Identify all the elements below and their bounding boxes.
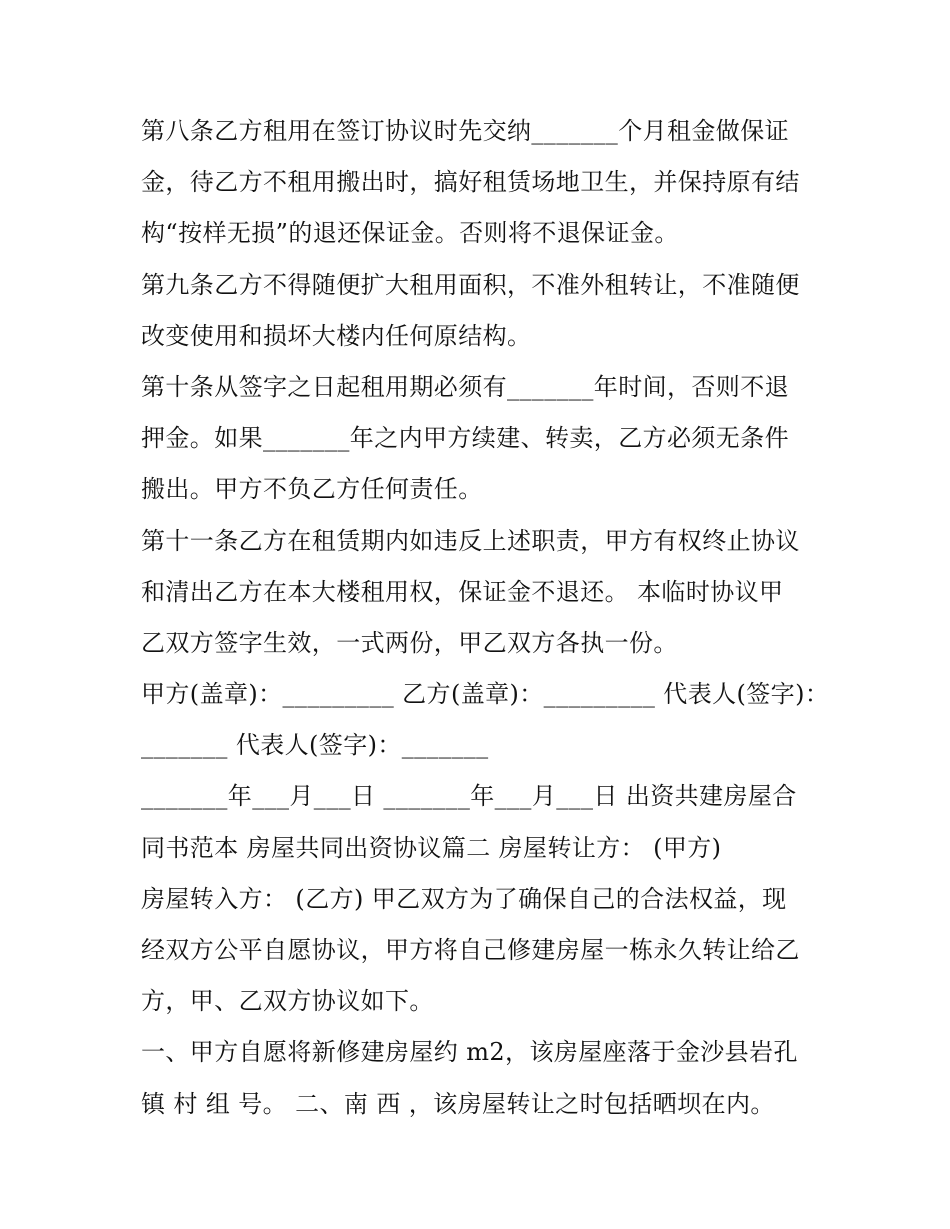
text-line: 乙双方签字生效，一式两份，甲乙双方各执一份。 xyxy=(141,628,678,657)
text-line: 一、甲方自愿将新修建房屋约 m2，该房屋座落于金沙县岩孔 xyxy=(141,1038,798,1067)
document-body xyxy=(141,106,830,1130)
text-line: 房屋转入方： (乙方) 甲乙双方为了确保自己的合法权益，现 xyxy=(141,884,787,913)
text-line: 甲方(盖章)：_________ 乙方(盖章)：_________ 代表人(签字)： xyxy=(141,680,830,709)
text-line: 改变使用和损坏大楼内任何原结构。 xyxy=(141,321,532,350)
text-line: 第十一条乙方在租赁期内如违反上述职责，甲方有权终止协议 xyxy=(141,526,800,555)
text-line: 方，甲、乙双方协议如下。 xyxy=(141,987,434,1016)
text-line: 搬出。甲方不负乙方任何责任。 xyxy=(141,475,483,504)
text-line: 构“按样无损”的退还保证金。否则将不退保证金。 xyxy=(141,219,679,248)
text-line: 第九条乙方不得随便扩大租用面积，不准外租转让，不准随便 xyxy=(141,270,800,299)
text-line: _______ 代表人(签字)：_______ xyxy=(141,731,489,760)
text-line: 金，待乙方不租用搬出时，搞好租赁场地卫生，并保持原有结 xyxy=(141,168,800,197)
text-line: _______年___月___日 _______年___月___日 出资共建房屋合 xyxy=(141,782,797,811)
text-line: 同书范本 房屋共同出资协议篇二 房屋转让方： (甲方) xyxy=(141,833,722,862)
text-line: 镇 村 组 号。 二、南 西 ，该房屋转让之时包括晒坝在内。 xyxy=(141,1089,775,1118)
text-line: 第十条从签字之日起租用期必须有_______年时间，否则不退 xyxy=(141,372,789,401)
text-line: 第八条乙方租用在签订协议时先交纳_______个月租金做保证 xyxy=(141,117,789,145)
text-line: 押金。如果_______年之内甲方续建、转卖，乙方必须无条件 xyxy=(141,424,789,453)
text-line: 经双方公平自愿协议，甲方将自己修建房屋一栋永久转让给乙 xyxy=(141,936,800,964)
text-line: 和清出乙方在本大楼租用权，保证金不退还。 本临时协议甲 xyxy=(141,577,784,606)
